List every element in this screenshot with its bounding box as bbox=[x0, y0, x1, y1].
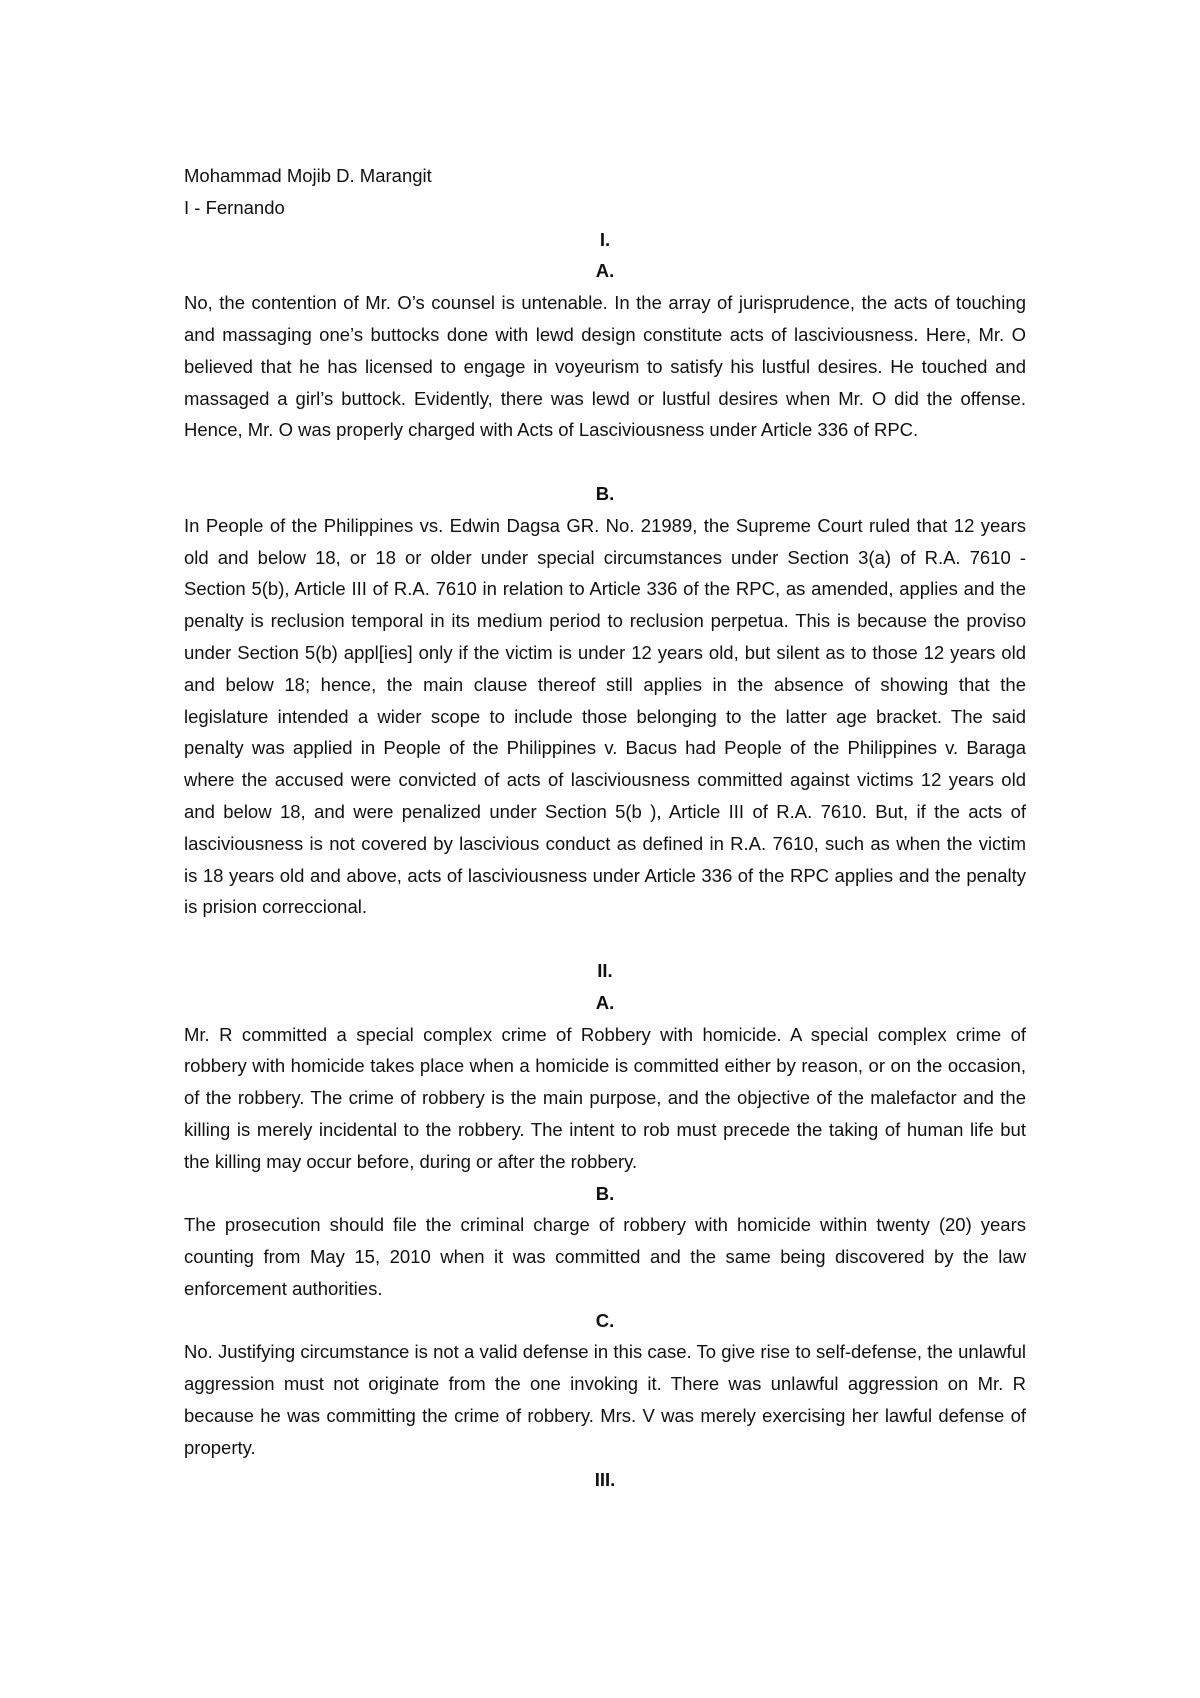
part-2-a-answer: Mr. R committed a special complex crime of Robbery with homicide. A special complex crime of robbery with homicide takes place when a homicide is committed either by reason, or on the occasion, of the robbery. The crime of robbery is the main purpose, and the objective of the malefactor and the killing is merely incidental to the robbery. The intent to rob must precede the taking of human life but the killing may occur before, during or after the robbery. bbox=[184, 1023, 1026, 1172]
part-2-heading: II. bbox=[597, 959, 613, 981]
part-3-heading: III. bbox=[594, 1468, 616, 1490]
spacer bbox=[184, 446, 1026, 478]
part-1-b-answer: In People of the Philippines vs. Edwin Dagsa GR. No. 21989, the Supreme Court ruled that 12 years old and below 18, or 18 or older under special circumstances under Section 3(a) of R.A. 7610 - Section 5(b), Article III of R.A. 7610 in relation to Article 336 of the RPC, as amended, applies and the penalty is reclusion temporal in its medium period to reclusion perpetua. This is because the proviso under Section 5(b) appl[ies] only if the victim is under 12 years old, but silent as to those 12 years old and below 18; hence, the main clause thereof still applies in the absence of showing that the legislature intended a wider scope to include those belonging to the latter age bracket. The said penalty was applied in People of the Philippines v. Bacus had People of the Philippines v. Baraga where the accused were convicted of acts of lasciviousness committed against victims 12 years old and below 18, and were penalized under Section 5(b ), Article III of R.A. 7610. But, if the acts of lasciviousness is not covered by lascivious conduct as defined in R.A. 7610, such as when the victim is 18 years old and above, acts of lasciviousness under Article 336 of the RPC applies and the penalty is prision correccional. bbox=[184, 514, 1026, 918]
spacer bbox=[184, 923, 1026, 955]
section-name: I - Fernando bbox=[184, 196, 285, 218]
part-1-a-answer: No, the contention of Mr. O’s counsel is untenable. In the array of jurisprudence, the acts of touching and massaging one’s buttocks done with lewd design constitute acts of lasciviousness. Here, Mr. O believed that he has licensed to engage in voyeurism to satisfy his lustful desires. He touched and massaged a girl’s buttock. Evidently, there was lewd or lustful desires when Mr. O did the offense. Hence, Mr. O was properly charged with Acts of Lasciviousness under Article 336 of RPC. bbox=[184, 292, 1026, 441]
document-page bbox=[184, 160, 1026, 1495]
part-1-heading: I. bbox=[599, 228, 611, 250]
part-2-b-answer: The prosecution should file the criminal charge of robbery with homicide within twenty (20) years counting from May 15, 2010 when it was committed and the same being discovered by the law enforcement authorities. bbox=[184, 1214, 1026, 1299]
part-2-c-answer: No. Justifying circumstance is not a valid defense in this case. To give rise to self-defense, the unlawful aggression must not originate from the one invoking it. There was unlawful aggression on Mr. R because he was committing the crime of robbery. Mrs. V was merely exercising her lawful defense of property. bbox=[184, 1341, 1026, 1458]
part-1-b-heading: B. bbox=[595, 482, 615, 504]
part-2-b-heading: B. bbox=[595, 1182, 615, 1204]
part-1-a-heading: A. bbox=[595, 260, 615, 282]
author-name: Mohammad Mojib D. Marangit bbox=[184, 165, 432, 186]
part-2-c-heading: C. bbox=[595, 1309, 615, 1331]
part-2-a-heading: A. bbox=[595, 991, 615, 1013]
